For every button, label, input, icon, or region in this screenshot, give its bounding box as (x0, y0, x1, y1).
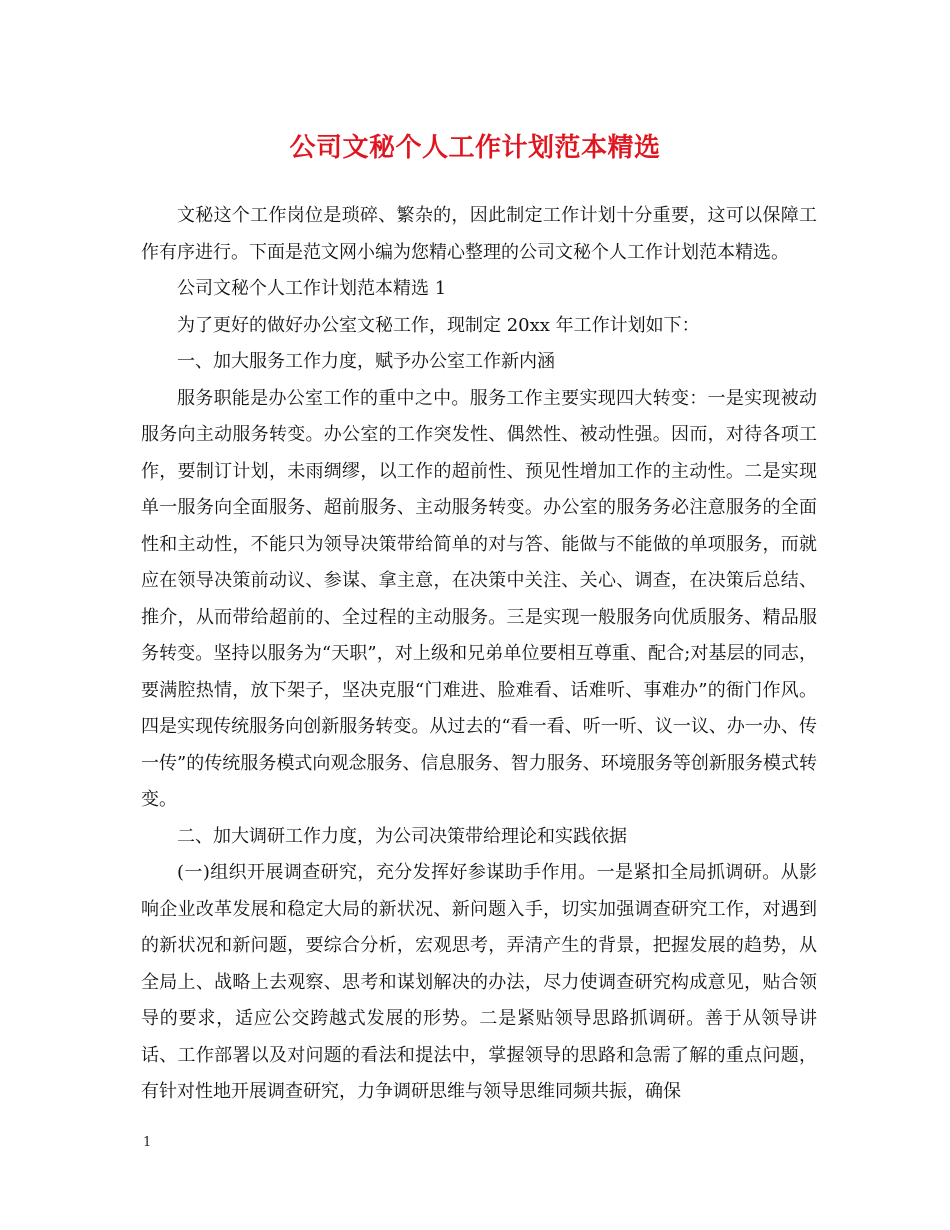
paragraph-service: 服务职能是办公室工作的重中之中。服务工作主要实现四大转变：一是实现被动服务向主动服务转变。办公室的工作突发性、偶然性、被动性强。因而，对待各项工作，要制订计划，未雨绸缪，以工作的超前性、预见性增加工作的主动性。二是实现单一服务向全面服务、超前服务、主动服务转变。办公室的服务务必注意服务的全面性和主动性，不能只为领导决策带给简单的对与答、能做与不能做的单项服务，而就应在领导决策前动议、参谋、拿主意，在决策中关注、关心、调查，在决策后总结、推介，从而带给超前的、全过程的主动服务。三是实现一般服务向优质服务、精品服务转变。坚持以服务为“天职”，对上级和兄弟单位要相互尊重、配合;对基层的同志，要满腔热情，放下架子，坚决克服“门难进、脸难看、话难听、事难办”的衙门作风。四是实现传统服务向创新服务转变。从过去的“看一看、听一听、议一议、办一办、传一传”的传统服务模式向观念服务、信息服务、智力服务、环境服务等创新服务模式转变。 (141, 387, 817, 810)
paragraph-plan-intro: 为了更好的做好办公室文秘工作，现制定 20xx 年工作计划如下： (177, 314, 700, 336)
page-number: 1 (143, 1135, 152, 1150)
paragraph-intro: 文秘这个工作岗位是琐碎、繁杂的，因此制定工作计划十分重要，这可以保障工作有序进行。下面是范文网小编为您精心整理的公司文秘个人工作计划范本精选。 (141, 205, 817, 263)
document-title: 公司文秘个人工作计划范本精选 (289, 133, 661, 163)
document-body (141, 198, 817, 1111)
paragraph-research: (一)组织开展调查研究，充分发挥好参谋助手作用。一是紧扣全局抓调研。从影响企业改革发展和稳定大局的新状况、新问题入手，切实加强调查研究工作，对遇到的新状况和新问题，要综合分析，宏观思考，弄清产生的背景，把握发展的趋势，从全局上、战略上去观察、思考和谋划解决的办法，尽力使调查研究构成意见，贴合领导的要求，适应公交跨越式发展的形势。二是紧贴领导思路抓调研。善于从领导讲话、工作部署以及对问题的看法和提法中，掌握领导的思路和急需了解的重点问题，有针对性地开展调查研究，力争调研思维与领导思维同频共振，确保 (141, 862, 817, 1102)
paragraph-section-title: 公司文秘个人工作计划范本精选 1 (177, 278, 447, 299)
paragraph-heading-1: 一、加大服务工作力度，赋予办公室工作新内涵 (177, 351, 555, 372)
paragraph-heading-2: 二、加大调研工作力度，为公司决策带给理论和实践依据 (177, 825, 627, 847)
